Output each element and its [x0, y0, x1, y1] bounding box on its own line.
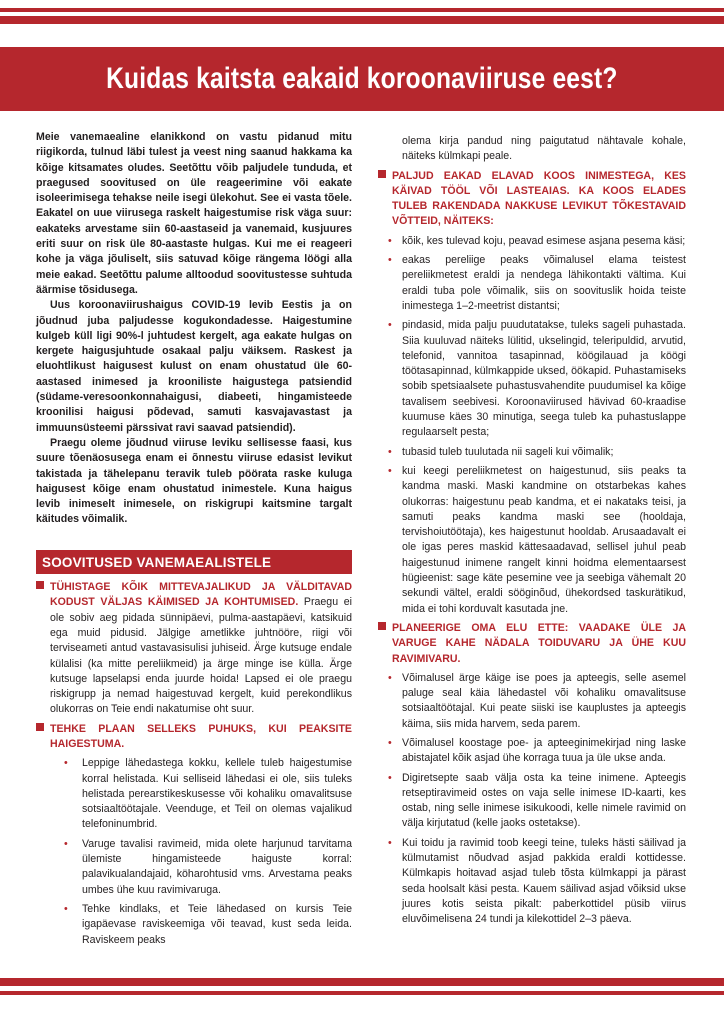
section-heading: SOOVITUSED VANEMAEALISTELE — [36, 550, 352, 574]
square-bullet-icon — [378, 170, 386, 178]
bottom-stripe-thin — [0, 991, 724, 995]
rec2-continuation: olema kirja pandud ning paigutatud nähtavale kohale, näiteks külmkapi peale. — [402, 135, 686, 163]
right-column — [378, 134, 686, 932]
square-bullet-icon — [378, 622, 386, 630]
recommendation-4 — [378, 621, 686, 667]
rec3-heading: PALJUD EAKAD ELAVAD KOOS INIMESTEGA, KES KÄIVAD TÖÖL VÕI LASTEAIAS. KA KOOS ELADES TULEB RAKENDADA NAKKUSE LEVIKUT TÕKESTAVAID VÕTTEID, NÄITEKS: — [392, 169, 686, 228]
rec2-heading: TEHKE PLAAN SELLEKS PUHUKS, KUI PEAKSITE HAIGESTUMA. — [50, 722, 352, 750]
recommendation-2 — [36, 722, 352, 753]
recommendation-1 — [36, 580, 352, 718]
title-banner — [0, 47, 724, 111]
top-stripe-thick — [0, 16, 724, 24]
rec4-heading: PLANEERIGE OMA ELU ETTE: VAADAKE ÜLE JA VARUGE KAHE NÄDALA TOIDUVARU JA ÜHE KUU RAVIMIVARU. — [392, 621, 686, 665]
square-bullet-icon — [36, 723, 44, 731]
recommendation-3 — [378, 169, 686, 230]
list-item: • eakas pereliige peaks võimalusel elama teistest pereliikmetest eraldi ja nendega lähikontakti vältima. Kui eraldi tuba pole võimalik, siis on soovituslik hoida teiste inimestega 1–2-meetrist distantsi; — [378, 253, 686, 314]
page-title: Kuidas kaitsta eakaid koroonaviiruse eest? — [106, 62, 618, 95]
top-stripe-thin — [0, 8, 724, 12]
list-item: • tubasid tuleb tuulutada nii sageli kui võimalik; — [378, 445, 686, 460]
list-item: • Võimalusel ärge käige ise poes ja apteegis, selle asemel paluge seal käia lähedastel või kohaliku omavalitsuse sotsiaaltöötajal. Kui peate siiski ise kauplustes ja apteegis käima, siis mida harvem, seda parem. — [378, 671, 686, 732]
rec1-text: Praegu ei ole sobiv aeg pidada sünnipäevi, pulma-aastapäevi, katsikuid ega muid pidusid. Jälgige ametlikke juhtnööre, riigi või terviseameti antud vastavasisulisi juhiseid. Ärge kutsuge endale külalisi (ka mitte pereliikmeid) ja ärge minge ise külla. Ärge kutsuge lapselapsi enda juurde hoida! Lapsed ei ole praegu riskigrupp ja nemad haigestuvad kergelt, kuid perekondlikus olukorras on Teie endi nakatumise oht suur. — [50, 596, 352, 716]
square-bullet-icon — [36, 581, 44, 589]
list-item: • Kui toidu ja ravimid toob keegi teine, tuleks hästi säilivad ja külmutamist nõudvad asjad pakkida eraldi kottidesse. Külmkapis hoitavad asjad tuleb tõsta külmkappi ja pärast seda hoolsalt käsi pesta. Kauem säilivad asjad võiksid ukse juures kotis seista pikalt: paberkottidel püsib viirus eluvõimelisena 24 tundi ja kilekottidel 2–3 päeva. — [378, 836, 686, 928]
list-item: • kui keegi pereliikmetest on haigestunud, siis peaks ta kandma maski. Maski kandmine on otstarbekas kahes olukorras: haigestunu peab kandma, et ei nakataks teisi, ja samuti peaks kandma maski see (hooldaja, tervishoiutöötaja), kes haigestunut hooldab. Arusaadavalt ei ole igas peres maskid kättesaadavad, sellisel juhul peab haigestunud inimene rangelt kinni hoidma elementaarsest hügieenist: sage käte pesemine vee ja seebiga vähemalt 20 sekundi vältel, eraldi sööginõud, ühekordsed taskurätikud, mida ei tohi korduvalt kasutada jne. — [378, 464, 686, 617]
intro-paragraph-2: Uus koroonaviirushaigus COVID-19 levib Eestis ja on jõudnud juba paljudesse kogukondadesse. Haigestumine kulgeb küll ligi 90%-l juhtudest kergelt, aga eakate hulgas on kergete haigusjuhtude osakaal palju väiksem. Raskest ja eluohtlikust haigusest kulust on enam ohustatud üle 60-aastased inimesed ja krooniliste haigustega patsiendid (südame-veresoonkonnahaigusi, diabeeti, hingamisteede kroonilisi haigusi põdevad, samuti kasvajavastast ja immuunsüsteemi pärssivat ravi saavad patsiendid). — [36, 299, 352, 434]
rec4-list — [378, 671, 686, 928]
list-item: • Leppige lähedastega kokku, kellele tuleb haigestumise korral helistada. Kui selliseid lähedasi ei ole, siis tuleks helistada perearstikeskusesse või kohaliku omavalitsuse sotsiaaltöötajale. Veenduge, et Teil on olemas vajalikud telefoninumbrid. — [36, 756, 352, 832]
intro-paragraph-1: Meie vanemaealine elanikkond on vastu pidanud mitu riigikorda, tulnud läbi tulest ja veest ning saanud hakkama ka kõige kitsamates oludes. Seetõttu võib paljudele tunduda, et praegused soovitused on üle reageerimine või eakate isoleerimisega tehakse neile isegi ülekohut. See ei vasta tõele. Eakatel on uue viirusega raskelt haigestumise risk väga suur: eakateks arvestame siin 60-aastaseid ja vanemaid, kusjuures eriti suur on risk üle 80-aastaste hulgas. Kui me ei reageeri kohe ja väga jõuliselt, siis satuvad kõige rängema löögi alla meie eakad. Seetõttu palume alltoodud soovitustesse suhtuda äärmise tõsidusega. — [36, 131, 352, 296]
rec1-heading: TÜHISTAGE KÕIK MITTEVAJALIKUD JA VÄLDITAVAD KODUST VÄLJAS KÄIMISED JA KOHTUMISED. — [50, 581, 352, 609]
list-item: • pindasid, mida palju puudutatakse, tuleks sageli puhastada. Siia kuuluvad näiteks lülitid, ukselingid, teleripuldid, arvutid, telefonid, vannitoa tasapinnad, köögilauad ja köögi töötasapinnad, külmkappide uksed, öökapid. Puhastamiseks sobib spetsiaalsete puhastusvahendite puudumisel ka kõige tavalisem seebivesi. Koroonaviirused hävivad 60-kraadise kuumuse käes 30 minutiga, seega tuleb ka puhastuslappe regulaarselt pesta; — [378, 318, 686, 440]
rec2-list — [36, 756, 352, 948]
list-item: • Digiretsepte saab välja osta ka teine inimene. Apteegis retseptiravimeid ostes on vaja selle inimese ID-kaarti, kes ostab, ning selle inimese isikukoodi, kelle nimele ravimid on välja kirjutatud (kelle jaoks ostetakse). — [378, 771, 686, 832]
left-column — [36, 130, 352, 952]
rec3-list — [378, 234, 686, 617]
bottom-stripe-thick — [0, 978, 724, 986]
list-item: • Võimalusel koostage poe- ja apteeginimekirjad ning laske abistajatel kõik asjad ühe korraga tuua ja üle ukse anda. — [378, 736, 686, 767]
list-item: • kõik, kes tulevad koju, peavad esimese asjana pesema käsi; — [378, 234, 686, 249]
intro-paragraph-3: Praegu oleme jõudnud viiruse leviku sellisesse faasi, kus suure tõenäosusega enam ei õnnestu viiruse edasist levikut takistada ja tähelepanu teravik tuleb pöörata raske kuluga haigusest kõige enam ohustatud inimestele. Kuna haigus levib inimeselt inimesele, on riskigrupi kaitsmine targalt käitudes võimalik. — [36, 436, 352, 526]
list-item: • Tehke kindlaks, et Teie lähedased on kursis Teie igapäevase raviskeemiga või teavad, kust seda leida. Raviskeem peaks — [36, 902, 352, 948]
list-item: • Varuge tavalisi ravimeid, mida olete harjunud tarvitama ülemiste hingamisteede haiguste korral: palavikualandajaid, köharohtusid vms. Arvestama peaks umbes ühe kuu ravimivaruga. — [36, 837, 352, 898]
